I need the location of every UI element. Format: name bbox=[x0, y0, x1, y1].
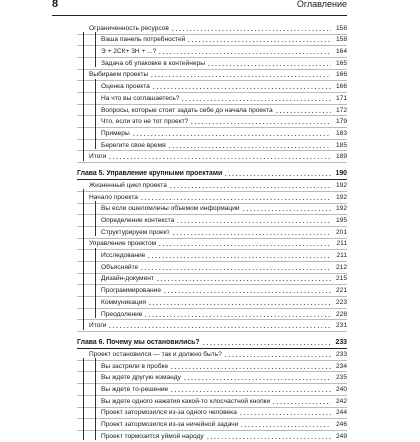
toc-entry-title: Проект затормозился из-за ничейной задачи bbox=[101, 420, 240, 429]
toc-entry-page: 179 bbox=[333, 117, 347, 126]
toc-entry-page: 223 bbox=[333, 298, 347, 307]
subsection-guide-line bbox=[95, 248, 96, 318]
row-rule bbox=[77, 162, 347, 163]
toc-subsection-row bbox=[77, 213, 347, 225]
dot-leader bbox=[239, 407, 331, 416]
toc-entry-page: 190 bbox=[333, 169, 347, 178]
toc-section-row bbox=[77, 68, 347, 80]
toc-entry-title: Проект затормозился из-за одного человека bbox=[101, 408, 239, 417]
toc-entry-title: Преодоление bbox=[101, 310, 144, 319]
toc-entry-title: Глава 5. Управление крупными проектами bbox=[77, 169, 224, 178]
toc-subsection-row bbox=[77, 307, 347, 319]
toc-chapter-row bbox=[77, 165, 347, 178]
toc-entry-page: 166 bbox=[333, 70, 347, 79]
toc-section-row bbox=[77, 237, 347, 249]
toc-entry-title: Ваша панель потребностей bbox=[101, 35, 187, 44]
toc-entry-title: Проект тормозится уймой народу bbox=[101, 432, 206, 441]
toc-entry-page: 215 bbox=[333, 274, 347, 283]
dot-leader bbox=[132, 128, 331, 137]
toc-entry-title: Примеры bbox=[101, 129, 132, 138]
toc-subsection-row bbox=[77, 248, 347, 260]
toc-entry-page: 240 bbox=[333, 385, 347, 394]
toc-entry-page: 158 bbox=[333, 24, 347, 33]
toc-entry-title: Жизненный цикл проекта bbox=[89, 181, 169, 190]
toc-entry-title: Структурируем проект bbox=[101, 228, 172, 237]
toc-entry-page: 171 bbox=[333, 94, 347, 103]
subsection-guide-line bbox=[95, 32, 96, 67]
toc-entry-title: Вы ждете другую команду bbox=[101, 373, 183, 382]
dot-leader bbox=[168, 140, 331, 149]
dot-leader bbox=[150, 69, 331, 78]
section-guide-line bbox=[83, 189, 84, 330]
toc-entry-title: Берегите свое время bbox=[101, 141, 168, 150]
toc-subsection-row bbox=[77, 260, 347, 272]
toc-subsection-row bbox=[77, 359, 347, 371]
section-guide-line bbox=[83, 358, 84, 440]
dot-leader bbox=[144, 309, 331, 318]
dot-leader bbox=[172, 227, 331, 236]
page-number: 8 bbox=[52, 0, 58, 11]
running-title: Оглавление bbox=[297, 0, 347, 11]
toc-entry-page: 246 bbox=[333, 420, 347, 429]
toc-entry-title: Дизайн-документ bbox=[101, 274, 156, 283]
toc-subsection-row bbox=[77, 79, 347, 91]
dot-leader bbox=[202, 337, 331, 346]
toc-subsection-row bbox=[77, 429, 347, 441]
toc-entry-title: Ограниченность ресурсов bbox=[89, 24, 171, 33]
dot-leader bbox=[148, 297, 331, 306]
toc-entry-page: 242 bbox=[333, 397, 347, 406]
dot-leader bbox=[169, 180, 331, 189]
toc-entry-title: Оценка проекта bbox=[101, 82, 152, 91]
toc-entry-title: Вы ждете одного нажатия какой-то хлосчастной кнопки bbox=[101, 397, 272, 406]
toc-entry-page: 192 bbox=[333, 193, 347, 202]
toc-entry-page: 249 bbox=[333, 432, 347, 441]
toc-entry-page: 235 bbox=[333, 373, 347, 382]
toc-subsection-row bbox=[77, 44, 347, 56]
toc-subsection-row bbox=[77, 295, 347, 307]
toc-entry-page: 192 bbox=[333, 204, 347, 213]
toc-entry-page: 164 bbox=[333, 47, 347, 56]
toc-entry-title: Исследование bbox=[101, 251, 147, 260]
dot-leader bbox=[242, 203, 331, 212]
dot-leader bbox=[158, 238, 331, 247]
toc-subsection-row bbox=[77, 417, 347, 429]
toc-entry-title: Управление проектом bbox=[89, 239, 158, 248]
dot-leader bbox=[190, 116, 331, 125]
toc-subsection-row bbox=[77, 272, 347, 284]
toc-entry-title: Вы если ошеломлены объемом информации bbox=[101, 204, 242, 213]
dot-leader bbox=[147, 250, 331, 259]
dot-leader bbox=[140, 262, 331, 271]
toc-chapter-row bbox=[77, 334, 347, 347]
toc-entry-page: 166 bbox=[333, 82, 347, 91]
toc-subsection-row bbox=[77, 371, 347, 383]
toc-entry-title: Объясняйте bbox=[101, 263, 140, 272]
toc-entry-page: 233 bbox=[333, 350, 347, 359]
subsection-guide-line bbox=[95, 201, 96, 236]
dot-leader bbox=[224, 168, 331, 177]
toc-entry-page: 195 bbox=[333, 216, 347, 225]
toc-entry-page: 211 bbox=[333, 251, 347, 260]
toc-entry-title: Вы ждете то-решение bbox=[101, 385, 170, 394]
toc-entry-page: 192 bbox=[333, 181, 347, 190]
row-rule bbox=[77, 331, 347, 332]
toc-section-row bbox=[77, 178, 347, 190]
toc-subsection-row bbox=[77, 56, 347, 68]
toc-entry-title: Итоги bbox=[89, 321, 108, 330]
toc-entry-title: Выбираем проекты bbox=[89, 70, 150, 79]
toc-entry-title: Начало проекта bbox=[89, 193, 140, 202]
toc-entry-page: 189 bbox=[333, 152, 347, 161]
toc-entry-page: 201 bbox=[333, 228, 347, 237]
dot-leader bbox=[183, 372, 331, 381]
toc-entry-title: Вы застряли в пробке bbox=[101, 362, 170, 371]
toc-entry-page: 158 bbox=[333, 35, 347, 44]
toc-section-row bbox=[77, 150, 347, 162]
header-rule bbox=[52, 15, 347, 16]
toc-entry-title: Проект остановился — так и должно быть? bbox=[89, 350, 224, 359]
toc-subsection-row bbox=[77, 33, 347, 45]
toc-section-row bbox=[77, 21, 347, 33]
toc-entry-title: Определение контекста bbox=[101, 216, 176, 225]
toc-entry-title: На что вы соглашаетесь? bbox=[101, 94, 181, 103]
dot-leader bbox=[170, 384, 331, 393]
toc-section-row bbox=[77, 319, 347, 331]
toc-section-row bbox=[77, 190, 347, 202]
toc-entry-page: 221 bbox=[333, 286, 347, 295]
toc-subsection-row bbox=[77, 115, 347, 127]
toc-subsection-row bbox=[77, 138, 347, 150]
dot-leader bbox=[108, 320, 331, 329]
toc-entry-page: 185 bbox=[333, 141, 347, 150]
toc-entry-title: Задача об упаковке в контейнеры bbox=[101, 59, 207, 68]
toc-entry-page: 183 bbox=[333, 129, 347, 138]
toc-subsection-row bbox=[77, 225, 347, 237]
toc-subsection-row bbox=[77, 394, 347, 406]
subsection-guide-line bbox=[95, 358, 96, 440]
section-guide-line bbox=[83, 32, 84, 161]
dot-leader bbox=[158, 46, 331, 55]
toc-subsection-row bbox=[77, 202, 347, 214]
dot-leader bbox=[275, 105, 331, 114]
dot-leader bbox=[240, 419, 331, 428]
dot-leader bbox=[181, 93, 331, 102]
toc-entry-title: Коммуникация bbox=[101, 298, 148, 307]
toc-entry-page: 244 bbox=[333, 408, 347, 417]
dot-leader bbox=[108, 151, 331, 160]
dot-leader bbox=[156, 273, 331, 282]
toc-entry-page: 165 bbox=[333, 59, 347, 68]
toc-subsection-row bbox=[77, 126, 347, 138]
subsection-guide-line bbox=[95, 79, 96, 149]
dot-leader bbox=[171, 23, 331, 32]
dot-leader bbox=[207, 58, 331, 67]
dot-leader bbox=[163, 285, 331, 294]
dot-leader bbox=[224, 349, 331, 358]
toc-entry-page: 231 bbox=[333, 321, 347, 330]
dot-leader bbox=[187, 34, 331, 43]
toc-entry-title: Э + 2СК+ 3Н + ...? bbox=[101, 47, 158, 56]
toc-entry-page: 212 bbox=[333, 263, 347, 272]
dot-leader bbox=[170, 361, 331, 370]
toc-entry-title: Программирование bbox=[101, 286, 163, 295]
dot-leader bbox=[176, 215, 331, 224]
toc-subsection-row bbox=[77, 382, 347, 394]
dot-leader bbox=[152, 81, 331, 90]
toc-entry-page: 172 bbox=[333, 106, 347, 115]
toc-subsection-row bbox=[77, 283, 347, 295]
toc-subsection-row bbox=[77, 406, 347, 418]
toc-subsection-row bbox=[77, 91, 347, 103]
toc-entry-page: 233 bbox=[333, 338, 347, 347]
dot-leader bbox=[140, 192, 331, 201]
toc-entry-page: 234 bbox=[333, 362, 347, 371]
toc-entry-title: Что, если это не тот проект? bbox=[101, 117, 190, 126]
dot-leader bbox=[206, 431, 331, 440]
toc-entry-title: Вопросы, которые стоит задать себе до начала проекта bbox=[101, 106, 275, 115]
toc-section-row bbox=[77, 347, 347, 359]
toc-entry-title: Глава 6. Почему мы остановились? bbox=[77, 338, 202, 347]
toc-subsection-row bbox=[77, 103, 347, 115]
table-of-contents bbox=[77, 21, 347, 441]
dot-leader bbox=[272, 396, 331, 405]
toc-entry-page: 228 bbox=[333, 310, 347, 319]
toc-entry-page: 211 bbox=[333, 239, 347, 248]
toc-entry-title: Итоги bbox=[89, 152, 108, 161]
